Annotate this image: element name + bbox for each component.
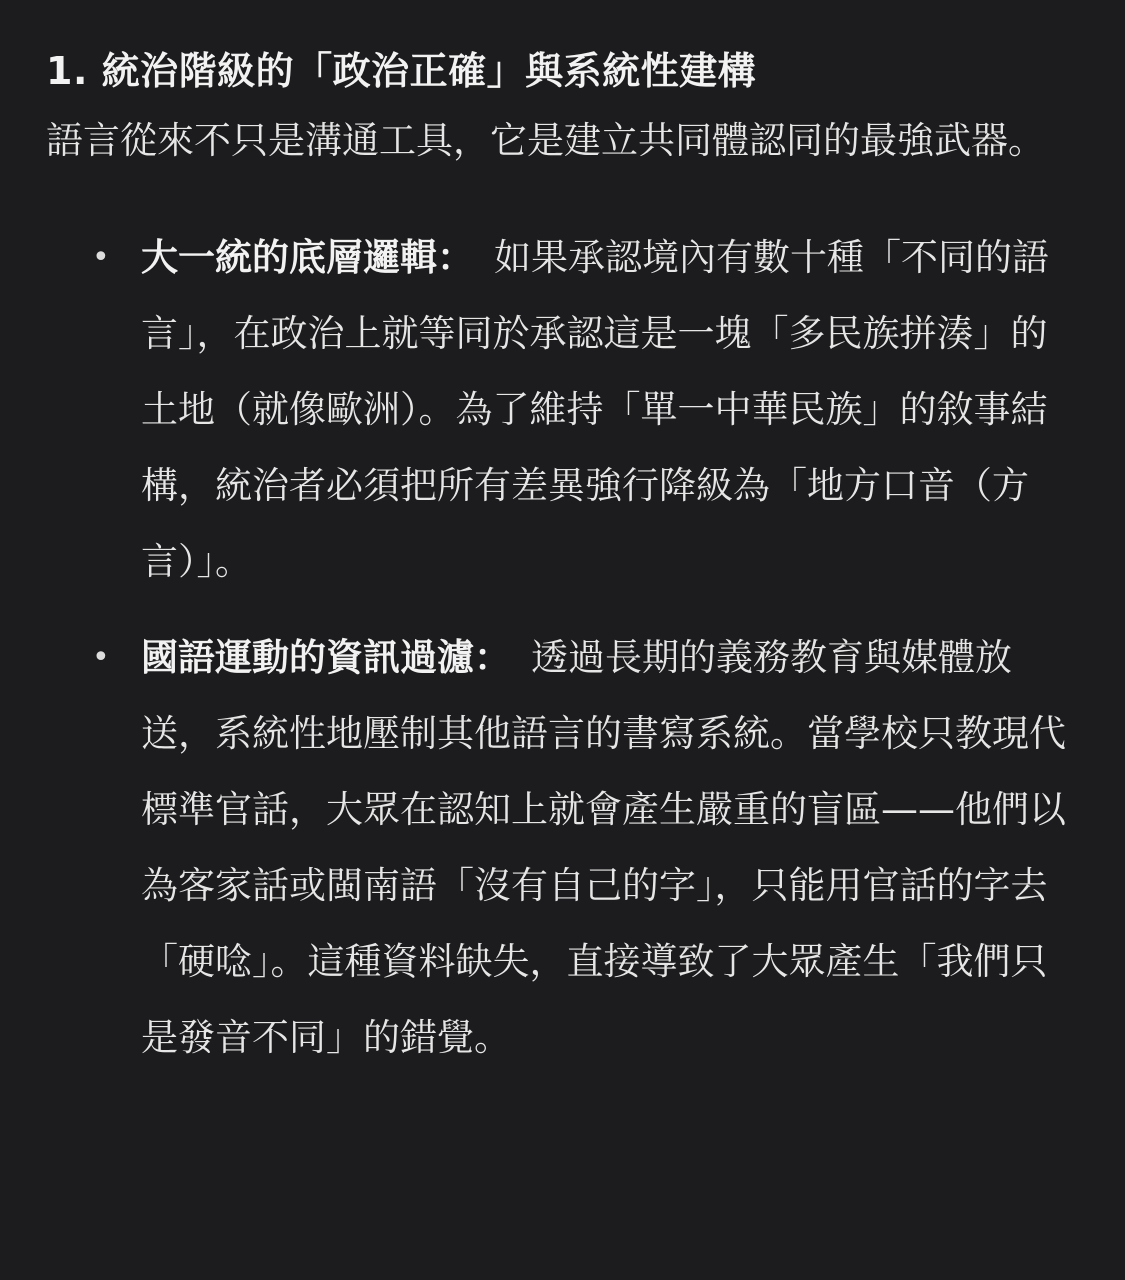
intro-paragraph: 語言從來不只是溝通工具，它是建立共同體認同的最強武器。 <box>46 119 1045 162</box>
bullet-title: 大一統的底層邏輯： <box>141 236 474 279</box>
section-heading: 1. 統治階級的「政治正確」與系統性建構 <box>46 49 757 93</box>
bullet-dot-icon: • <box>92 240 110 275</box>
bullet-title: 國語運動的資訊過濾： <box>141 636 511 679</box>
bullet-text: 透過長期的義務教育與媒體放送，系統性地壓制其他語言的書寫系統。當學校只教現代標準官話，大眾在認知上就會產生嚴重的盲區——他們以為客家話或閩南語「沒有自己的字」，只能用官話的字去「硬唸」。這種資料缺失，直接導致了大眾產生「我們只是發音不同」的錯覺。 <box>141 636 1066 1059</box>
bullet-text: 如果承認境內有數十種「不同的語言」，在政治上就等同於承認這是一塊「多民族拼湊」的土地（就像歐洲）。為了維持「單一中華民族」的敘事結構，統治者必須把所有差異強行降級為「地方口音（方言）」。 <box>141 236 1049 583</box>
bullet-dot-icon: • <box>92 640 110 675</box>
bullet-item-unification-logic <box>46 220 1081 600</box>
article-section <box>46 40 1081 1096</box>
bullet-item-language-movement <box>46 620 1081 1076</box>
bullet-list <box>46 220 1081 1076</box>
